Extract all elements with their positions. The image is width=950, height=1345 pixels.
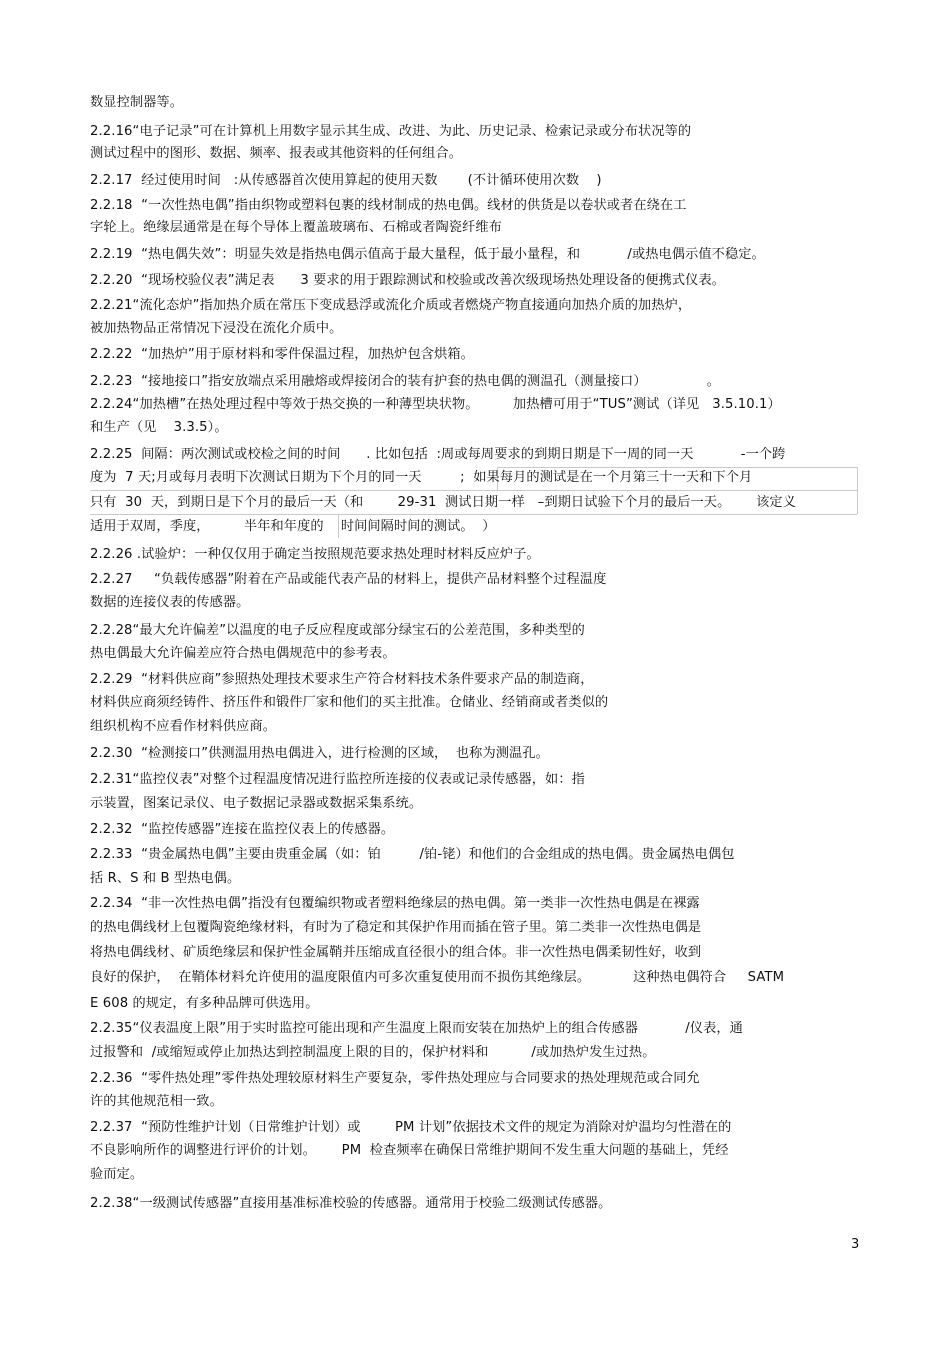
text-line: 2.2.16“电子记录”可在计算机上用数字显示其生成、改进、为此、历史记录、检索记录或分布状况等的: [90, 124, 692, 139]
box-divider: [90, 514, 857, 515]
text-line: 组织机构不应看作材料供应商。: [90, 719, 277, 734]
text-line: 字轮上。绝缘层通常是在每个导体上覆盖玻璃布、石棉或者陶瓷纤维布: [90, 220, 502, 235]
text-line: 将热电偶线材、矿质绝缘层和保护性金属鞘并压缩成直径很小的组合体。非一次性热电偶柔韧性好，收到: [90, 945, 702, 960]
text-line: 2.2.30 “检测接口”供测温用热电偶进入，进行检测的区域， 也称为测温孔。: [90, 746, 549, 761]
text-line: 2.2.38“一级测试传感器”直接用基准标准校验的传感器。通常用于校验二级测试传感器。: [90, 1196, 612, 1211]
page-number: 3: [851, 1237, 860, 1252]
text-line: 示装置，图案记录仪、电子数据记录器或数据采集系统。: [90, 796, 423, 811]
text-line: 热电偶最大允许偏差应符合热电偶规范中的参考表。: [90, 646, 396, 661]
box-divider: [90, 490, 857, 491]
text-line: 2.2.34 “非一次性热电偶”指没有包覆编织物或者塑料绝缘层的热电偶。第一类非一次性热电偶是在裸露: [90, 896, 700, 911]
text-line: 过报警和 /或缩短或停止加热达到控制温度上限的目的，保护材料和 /或加热炉发生过热。: [90, 1045, 656, 1060]
text-line: 2.2.32 “监控传感器”连接在监控仪表上的传感器。: [90, 822, 395, 837]
text-line: 2.2.20 “现场校验仪表”满足表 3 要求的用于跟踪测试和校验或改善次级现场热处理设备的便携式仪表。: [90, 273, 726, 288]
text-line: 2.2.23 “接地接口”指安放端点采用融熔或焊接闭合的装有护套的热电偶的测温孔（测量接口） 。: [90, 374, 721, 389]
text-line: 许的其他规范相一致。: [90, 1094, 223, 1109]
text-line: 2.2.19 “热电偶失效”：明显失效是指热电偶示值高于最大量程，低于最小量程，和 /或热电偶示值不稳定。: [90, 247, 765, 262]
text-line: 2.2.25 间隔：两次测试或校检之间的时间 . 比如包括 :周或每周要求的到期日期是下一周的同一天 -一个跨: [90, 447, 786, 462]
text-line: 2.2.26 .试验炉：一种仅仅用于确定当按照规范要求热处理时材料反应炉子。: [90, 547, 540, 562]
text-line: 2.2.17 经过使用时间 :从传感器首次使用算起的使用天数 (不计循环使用次数 ): [90, 173, 602, 188]
text-line: 2.2.27 “负载传感器”附着在产品或能代表产品的材料上，提供产品材料整个过程温度: [90, 572, 607, 587]
text-line: 2.2.33 “贵金属热电偶”主要由贵重金属（如：铂 /铂-铑）和他们的合金组成的热电偶。贵金属热电偶包: [90, 847, 735, 862]
text-line: 2.2.18 “一次性热电偶”指由织物或塑料包裹的线材制成的热电偶。线材的供货是以卷状或者在绕在工: [90, 198, 687, 213]
text-line: 2.2.28“最大允许偏差”以温度的电子反应程度或部分绿宝石的公差范围，多种类型的: [90, 623, 585, 638]
text-line: 和生产（见 3.3.5）。: [90, 420, 228, 435]
text-line: 2.2.31“监控仪表”对整个过程温度情况进行监控所连接的仪表或记录传感器，如：指: [90, 772, 585, 787]
box-divider: [857, 467, 858, 514]
text-line: 的热电偶线材上包覆陶瓷绝缘材料，有时为了稳定和其保护作用而插在管子里。第二类非一次性热电偶是: [90, 920, 702, 935]
text-line: 不良影响所作的调整进行评价的计划。 PM 检查频率在确保日常维护期间不发生重大问题的基础上，凭经: [90, 1143, 729, 1158]
text-line: 测试过程中的图形、数据、频率、报表或其他资料的任何组合。: [90, 146, 463, 161]
text-line: 适用于双周，季度， 半年和年度的 时间间隔时间的测试。 ）: [90, 519, 496, 534]
text-line: 2.2.35“仪表温度上限”用于实时监控可能出现和产生温度上限而安装在加热炉上的组合传感器 /仪表，通: [90, 1021, 743, 1036]
text-line: 2.2.24“加热槽”在热处理过程中等效于热交换的一种薄型块状物。 加热槽可用于“TUS”测试（详见 3.5.10.1）: [90, 397, 781, 412]
text-line: 2.2.21“流化态炉”指加热介质在常压下变成悬浮或流化介质或者燃烧产物直接通向加热介质的加热炉，: [90, 298, 692, 313]
text-line: 被加热物品正常情况下浸没在流化介质中。: [90, 321, 343, 336]
text-line: 只有 30 天，到期日是下个月的最后一天（和 29-31 测试日期一样 –到期日试验下个月的最后一天。 该定义: [90, 495, 796, 510]
text-line: 2.2.36 “零件热处理”零件热处理较原材料生产要复杂，零件热处理应与合同要求的热处理规范或合同允: [90, 1071, 700, 1086]
text-line: E 608 的规定，有多种品牌可供选用。: [90, 996, 319, 1011]
text-line: 2.2.22 “加热炉”用于原材料和零件保温过程，加热炉包含烘箱。: [90, 347, 474, 362]
text-line: 2.2.29 “材料供应商”参照热处理技术要求生产符合材料技术条件要求产品的制造商，: [90, 672, 594, 687]
text-line: 括 R、S 和 B 型热电偶。: [90, 871, 241, 886]
text-line: 数显控制器等。: [90, 95, 184, 110]
text-line: 2.2.37 “预防性维护计划（日常维护计划）或 PM 计划”依据技术文件的规定为消除对炉温均匀性潜在的: [90, 1120, 732, 1135]
box-divider: [497, 467, 857, 468]
text-line: 材料供应商须经铸件、挤压件和锻件厂家和他们的买主批准。仓储业、经销商或者类似的: [90, 695, 609, 710]
text-line: 验而定。: [90, 1167, 144, 1182]
text-line: 良好的保护， 在鞘体材料允许使用的温度限值内可多次重复使用而不损伤其绝缘层。 这种热电偶符合 SATM: [90, 970, 785, 985]
text-line: 度为 7 天;月或每月表明下次测试日期为下个月的同一天 ; 如果每月的测试是在一个月第三十一天和下个月: [90, 470, 753, 485]
text-line: 数据的连接仪表的传感器。: [90, 595, 250, 610]
